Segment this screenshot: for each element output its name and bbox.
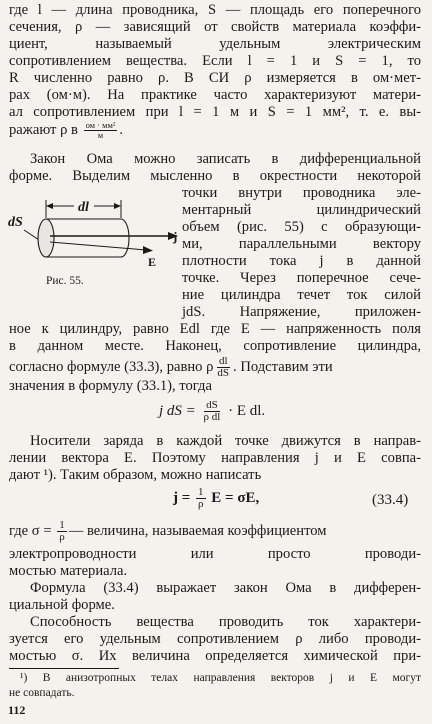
e-vector (50, 242, 146, 250)
text-line: где σ = $\frac{1}{\rho}$ — величина, называемая коэффициентом (9, 519, 327, 543)
figure-label-e: E (148, 255, 157, 269)
text-line: Закон Ома можно записать в дифференциальной (30, 151, 421, 167)
equation-fraction: $\frac{1}{\rho}$ (198, 486, 204, 510)
text-line: Способность вещества проводить ток характери- (30, 614, 421, 630)
text-line: точки внутри проводника эле- (182, 185, 421, 201)
figure-label-ds: dS (8, 215, 23, 230)
text-line: jdS. Напряжение, приложен- (182, 304, 421, 320)
text-line: ное к цилиндру, равно Edl где E — напряженность поля (9, 321, 421, 337)
text-line: мостью материала. (9, 563, 128, 579)
text-line: дают ¹). Таким образом, можно написать (9, 467, 262, 483)
sigma-fraction: $\frac{1}{\rho}$ (59, 519, 65, 543)
text-line: R численно равно ρ. В СИ ρ измеряется в ом·мет- (9, 70, 421, 86)
unit-fraction: $\frac{\text{ом · мм²}}{м}$ (85, 120, 116, 140)
resistance-fraction: $\frac{dl}{dS}$ (217, 355, 230, 379)
text-line: Формула (33.4) выражает закон Ома в дифферен- (30, 580, 421, 596)
text-line: Носители заряда в каждой точке движутся в направ- (30, 433, 421, 449)
text-line: согласно формуле (33.3), равно ρ $\frac{dl}{dS}$ . Подставим эти (9, 355, 333, 379)
text-line: электропроводности или просто проводи- (9, 546, 421, 562)
text-line: сопротивлением вещества. Если l = 1 и S = 1, то (9, 53, 421, 69)
text-line: мостью σ. Их величина определяется химической при- (9, 648, 421, 664)
equation-number: (33.4) (372, 492, 409, 508)
footnote-line: не совпадать. (9, 687, 75, 699)
text-line: значения в формулу (33.1), тогда (9, 378, 212, 394)
equation-ohm-cylinder: j dS = $\frac{dS}{\text{ρ dl}}$ · E dl. (159, 399, 266, 423)
text-line: ми, параллельными вектору (182, 236, 421, 252)
ds-pointer (24, 230, 39, 240)
dl-left-arrowhead (46, 203, 53, 209)
figure-label-dl: dl (78, 200, 89, 215)
text-line: ражают ρ в $\frac{\text{ом · мм²}}{м}$ . (9, 120, 124, 140)
text-line: плотности тока j в данной (182, 253, 421, 269)
text-line: точке. Через поперечное сече- (182, 270, 421, 286)
text-line: лении вектора E. Поэтому направления j и E совпа- (9, 450, 421, 466)
figure-caption: Рис. 55. (46, 275, 84, 287)
e-arrowhead (143, 246, 153, 254)
text-line: объем (рис. 55) с образующи- (182, 219, 421, 235)
cylinder-figure (6, 190, 181, 270)
text-line: ние цилиндра течет ток силой (182, 287, 421, 303)
equation-fraction: $\frac{dS}{\text{ρ dl}}$ (203, 399, 221, 423)
dl-right-arrowhead (114, 203, 121, 209)
footnote-line: ¹) В анизотропных телах направления векторов j и E могут (20, 672, 421, 684)
text-line: сечения, ρ — зависящий от свойств материала коэффи- (9, 19, 421, 35)
page-number: 112 (8, 703, 26, 717)
cylinder-right-face (121, 219, 129, 257)
equation-ohm-differential: j = $\frac{1}{\rho}$ E = σE, (173, 486, 260, 510)
cylinder-left-face (38, 219, 54, 257)
text-line: ментарный цилиндрический (182, 202, 421, 218)
text-line: в данном месте. Наконец, сопротивление цилиндра, (9, 338, 421, 354)
text-line: ал сопротивлением при l = 1 м и S = 1 мм², т. е. вы- (9, 104, 421, 120)
text-line: циент, называемый удельным электрическим (9, 36, 421, 52)
figure-label-j: j (173, 229, 178, 244)
footnote-rule (9, 668, 119, 669)
text-line: форме. Выделим мысленно в окрестности некоторой (9, 168, 421, 184)
text-line: где l — длина проводника, S — площадь его поперечного (9, 2, 421, 18)
text-line: рах (ом·м). На практике часто характеризуют матери- (9, 87, 421, 103)
text-line: циальной форме. (9, 597, 115, 613)
text-line: зуется его удельным сопротивлением ρ либо проводи- (9, 631, 421, 647)
